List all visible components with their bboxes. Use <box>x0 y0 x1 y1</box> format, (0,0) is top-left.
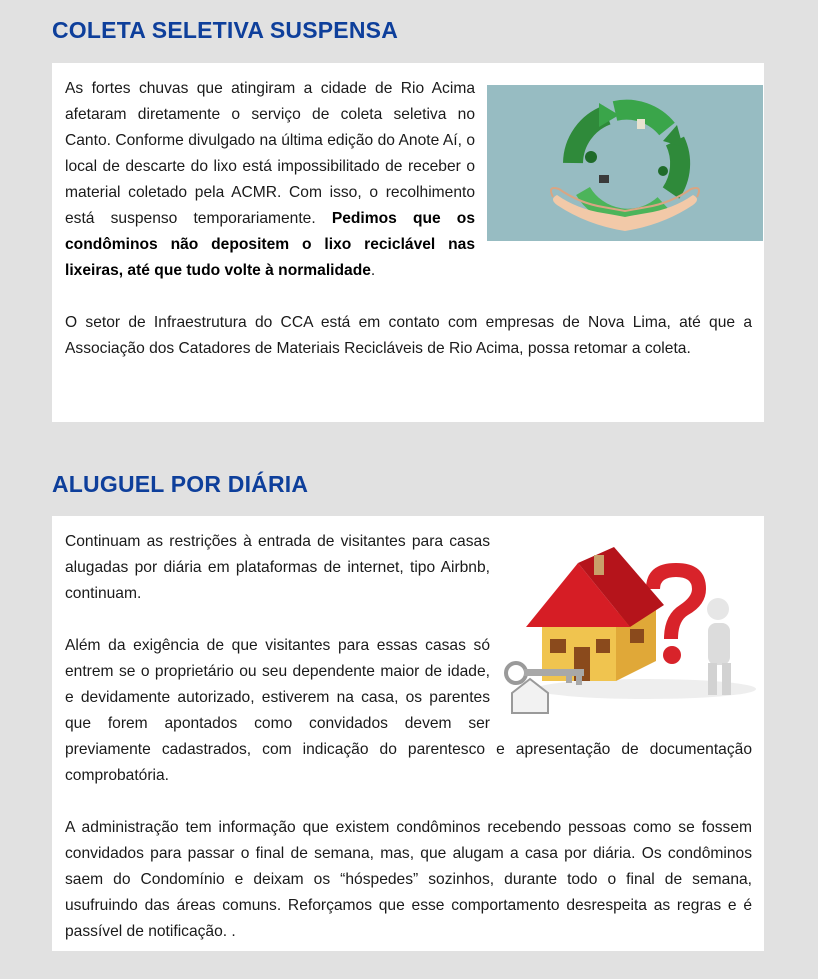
aluguel-paragraph-2: Além da exigência de que visitantes para essas casas só entrem se o proprietário ou seu dependente maior de idade, e devidamente autorizado, estiverem na casa, os parentes que forem apontados como convidados devem ser previamente cadastrados, com indicação do parentesco e apresentação de documentação comprobatória. <box>65 637 752 784</box>
article-card-coleta <box>52 63 764 422</box>
article-card-aluguel <box>52 516 764 951</box>
aluguel-paragraph-1: Continuam as restrições à entrada de visitantes para casas alugadas por diária em plataformas de internet, tipo Airbnb, continuam. <box>65 533 490 602</box>
house-question-image <box>496 543 764 719</box>
coleta-bold-text: Pedimos que os condôminos não depositem o lixo reciclável nas lixeiras, até que tudo volte à normalidade <box>65 210 475 279</box>
coleta-text-end: . <box>370 262 376 279</box>
section-title-coleta: COLETA SELETIVA SUSPENSA <box>52 17 399 43</box>
coleta-text: As fortes chuvas que atingiram a cidade de Rio Acima afetaram diretamente o serviço de coleta seletiva no Canto. Conforme divulgado na última edição do Anote Aí, o local de descarte do lixo está impossibilitado de receber o material coletado pela ACMR. Com isso, o recolhimento está suspenso temporariamente. <box>65 80 475 227</box>
recycling-hands-image <box>487 85 763 241</box>
section-title-aluguel: ALUGUEL POR DIÁRIA <box>52 471 309 497</box>
aluguel-paragraph-3: A administração tem informação que existem condôminos recebendo pessoas como se fossem convidados para passar o final de semana, mas, que alugam a casa por diária. Os condôminos saem do Condomínio e deixam os “hóspedes” sozinhos, durante todo o final de semana, usufruindo das áreas comuns. Reforçamos que esse comportamento desrespeita as regras e é passível de notificação. . <box>65 819 752 940</box>
coleta-paragraph-2: O setor de Infraestrutura do CCA está em contato com empresas de Nova Lima, até que a Associação dos Catadores de Materiais Recicláveis de Rio Acima, possa retomar a coleta. <box>65 314 752 357</box>
